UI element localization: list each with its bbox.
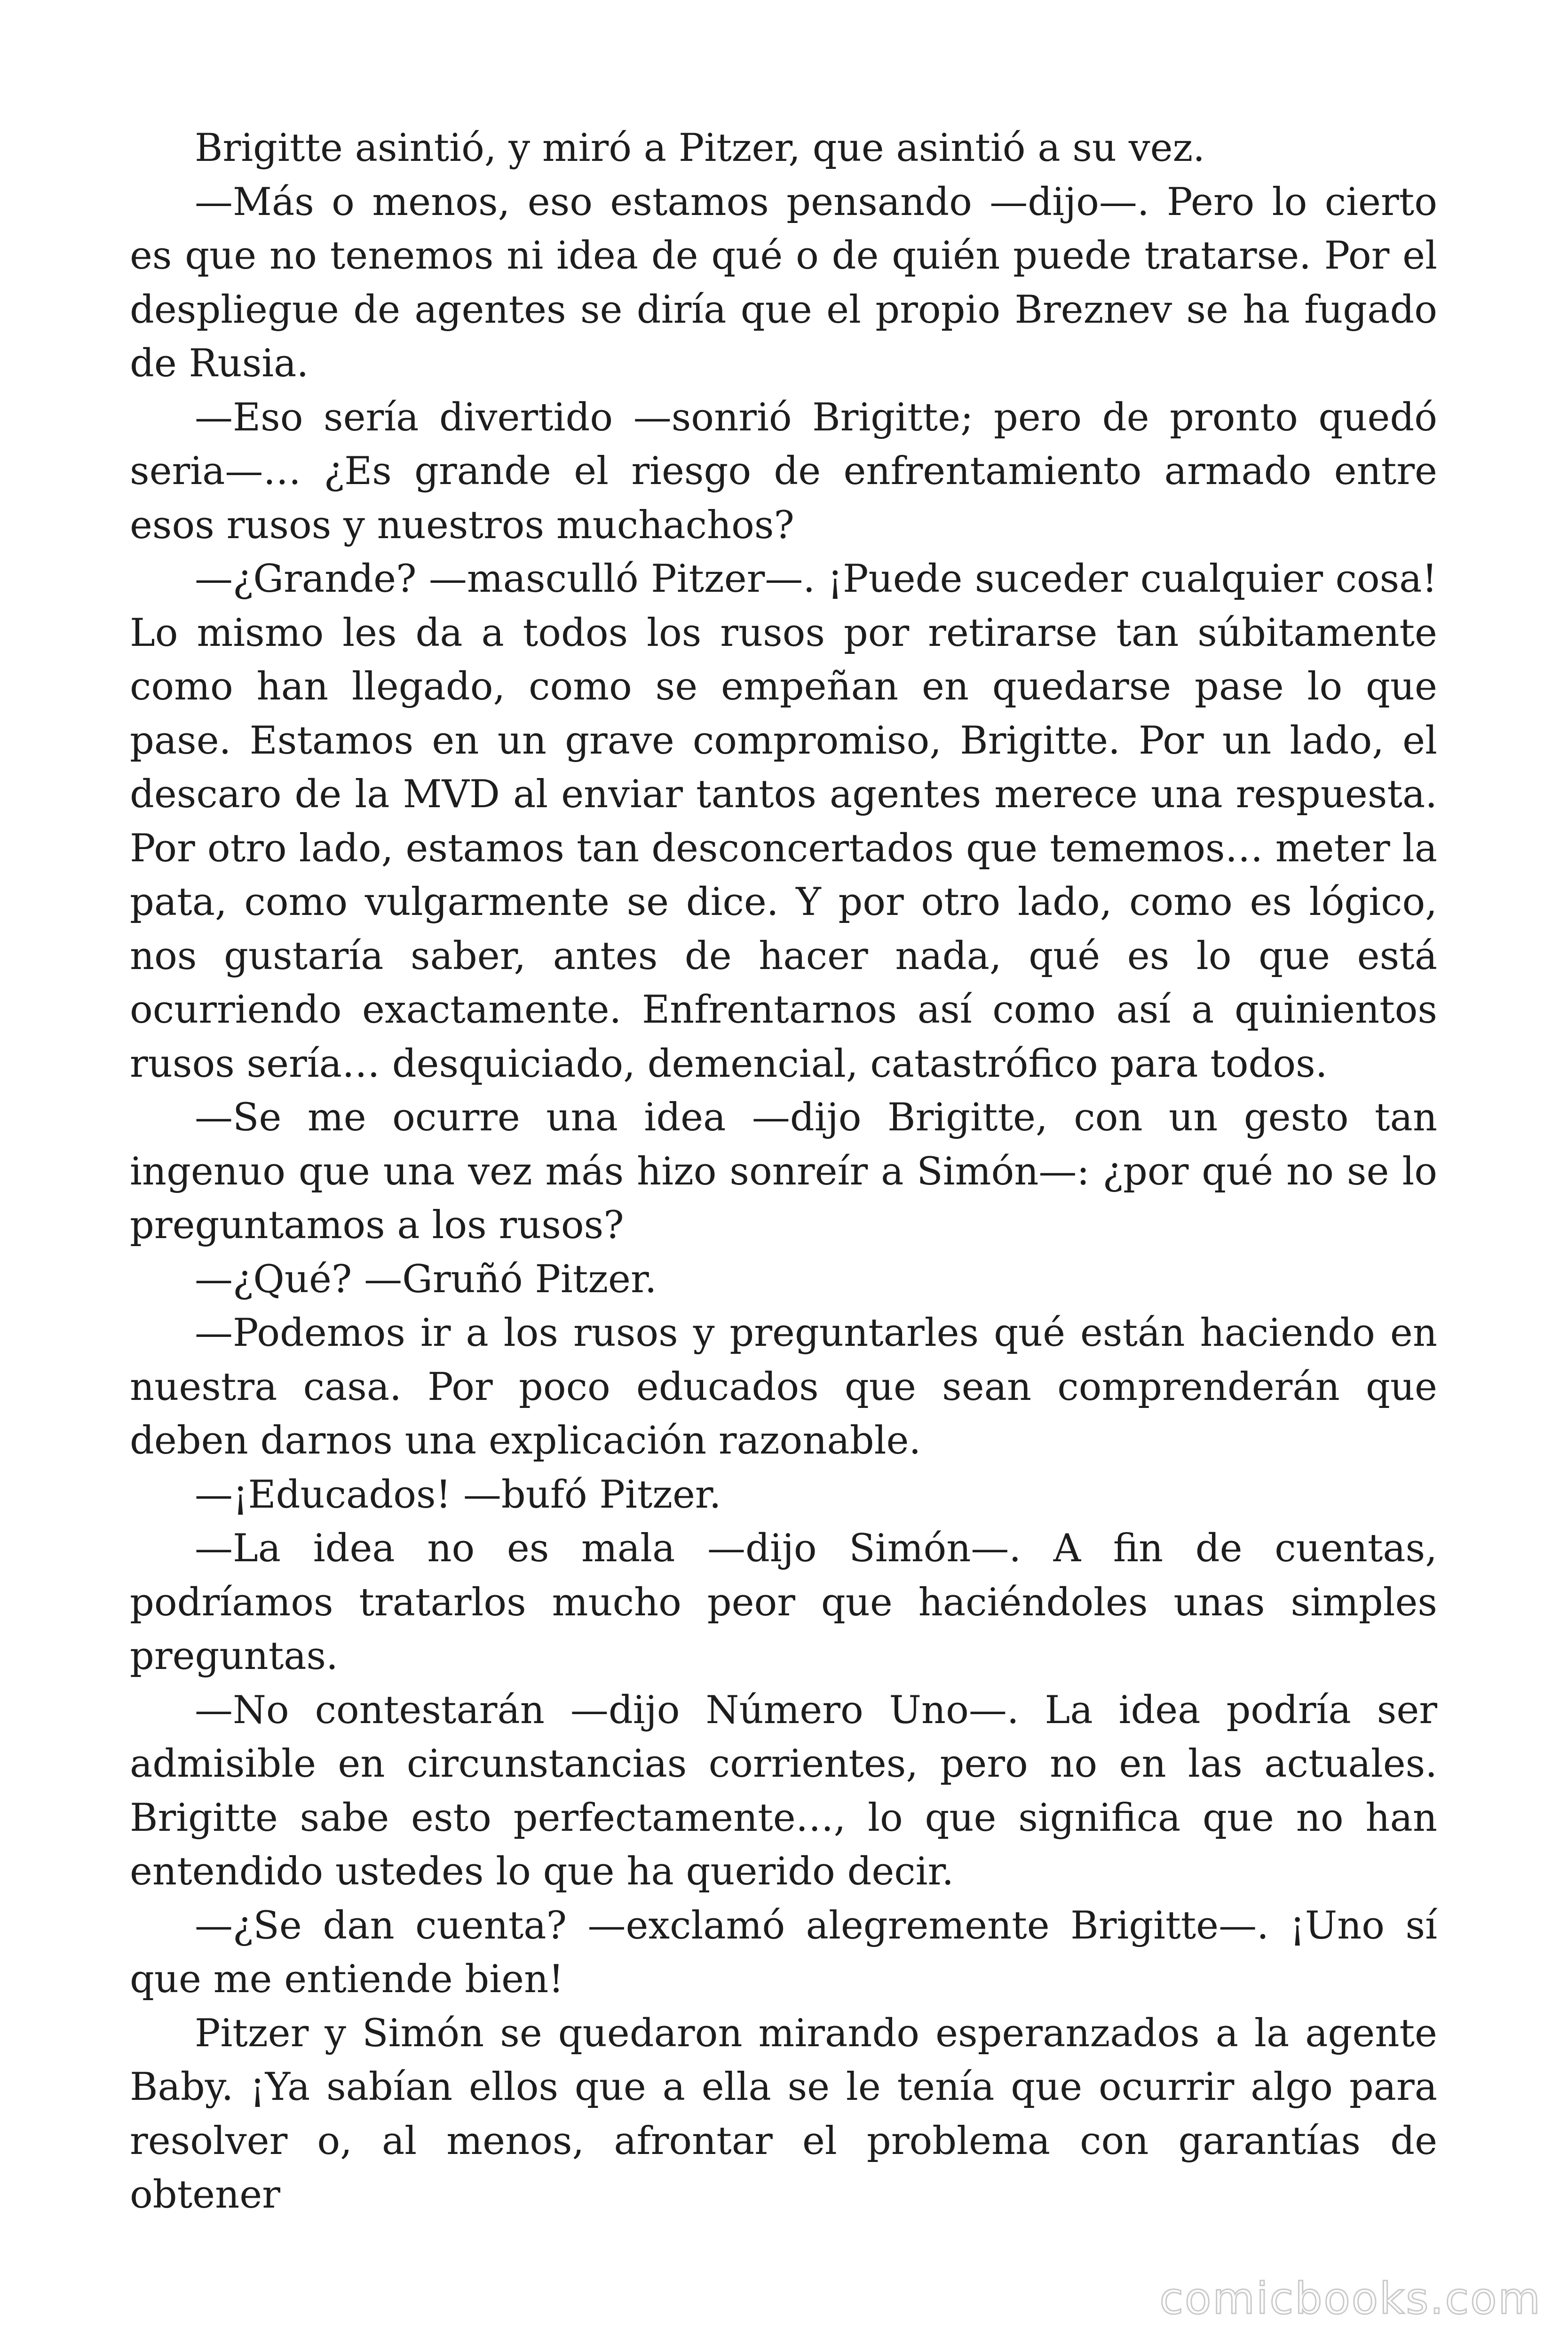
page-text bbox=[130, 121, 1437, 2222]
paragraph-3: —Eso sería divertido —sonrió Brigitte; pero de pronto quedó seria—… ¿Es grande el riesgo de enfrentamiento armado entre esos rusos y nuestros muchachos? bbox=[130, 395, 1437, 548]
watermark-text: comicbooks.com bbox=[1159, 2273, 1542, 2324]
paragraph-2: —Más o menos, eso estamos pensando —dijo—. Pero lo cierto es que no tenemos ni idea de qué o de quién puede tratarse. Por el despliegue de agentes se diría que el propio Breznev se ha fugado de Rusia. bbox=[130, 180, 1437, 386]
paragraph-4: —¿Grande? —masculló Pitzer—. ¡Puede suceder cualquier cosa! Lo mismo les da a todos los rusos por retirarse tan súbitamente como han llegado, como se empeñan en quedarse pase lo que pase. Estamos en un grave compromiso, Brigitte. Por un lado, el descaro de la MVD al enviar tantos agentes merece una respuesta. Por otro lado, estamos tan desconcertados que tememos… meter la pata, como vulgarmente se dice. Y por otro lado, como es lógico, nos gustaría saber, antes de hacer nada, qué es lo que está ocurriendo exactamente. Enfrentarnos así como así a quinientos rusos sería… desquiciado, demencial, catastrófico para todos. bbox=[130, 557, 1437, 1086]
paragraph-12: Pitzer y Simón se quedaron mirando esperanzados a la agente Baby. ¡Ya sabían ellos que a ella se le tenía que ocurrir algo para resolver o, al menos, afrontar el problema con garantías de obtener bbox=[130, 2011, 1437, 2217]
paragraph-9: —La idea no es mala —dijo Simón—. A fin de cuentas, podríamos tratarlos mucho peor que haciéndoles unas simples preguntas. bbox=[130, 1526, 1437, 1678]
paragraph-10: —No contestarán —dijo Número Uno—. La idea podría ser admisible en circunstancias corrientes, pero no en las actuales. Brigitte sabe esto perfectamente…, lo que significa que no han entendido ustedes lo que ha querido decir. bbox=[130, 1688, 1437, 1894]
paragraph-5: —Se me ocurre una idea —dijo Brigitte, con un gesto tan ingenuo que una vez más hizo sonreír a Simón—: ¿por qué no se lo preguntamos a los rusos? bbox=[130, 1096, 1437, 1248]
paragraph-1: Brigitte asintió, y miró a Pitzer, que asintió a su vez. bbox=[195, 126, 1205, 170]
paragraph-6: —¿Qué? —Gruñó Pitzer. bbox=[195, 1257, 657, 1302]
paragraph-7: —Podemos ir a los rusos y preguntarles qué están haciendo en nuestra casa. Por poco educados que sean comprenderán que deben darnos una explicación razonable. bbox=[130, 1311, 1437, 1463]
paragraph-11: —¿Se dan cuenta? —exclamó alegremente Brigitte—. ¡Uno sí que me entiende bien! bbox=[130, 1903, 1437, 2002]
paragraph-8: —¡Educados! —bufó Pitzer. bbox=[195, 1472, 721, 1517]
